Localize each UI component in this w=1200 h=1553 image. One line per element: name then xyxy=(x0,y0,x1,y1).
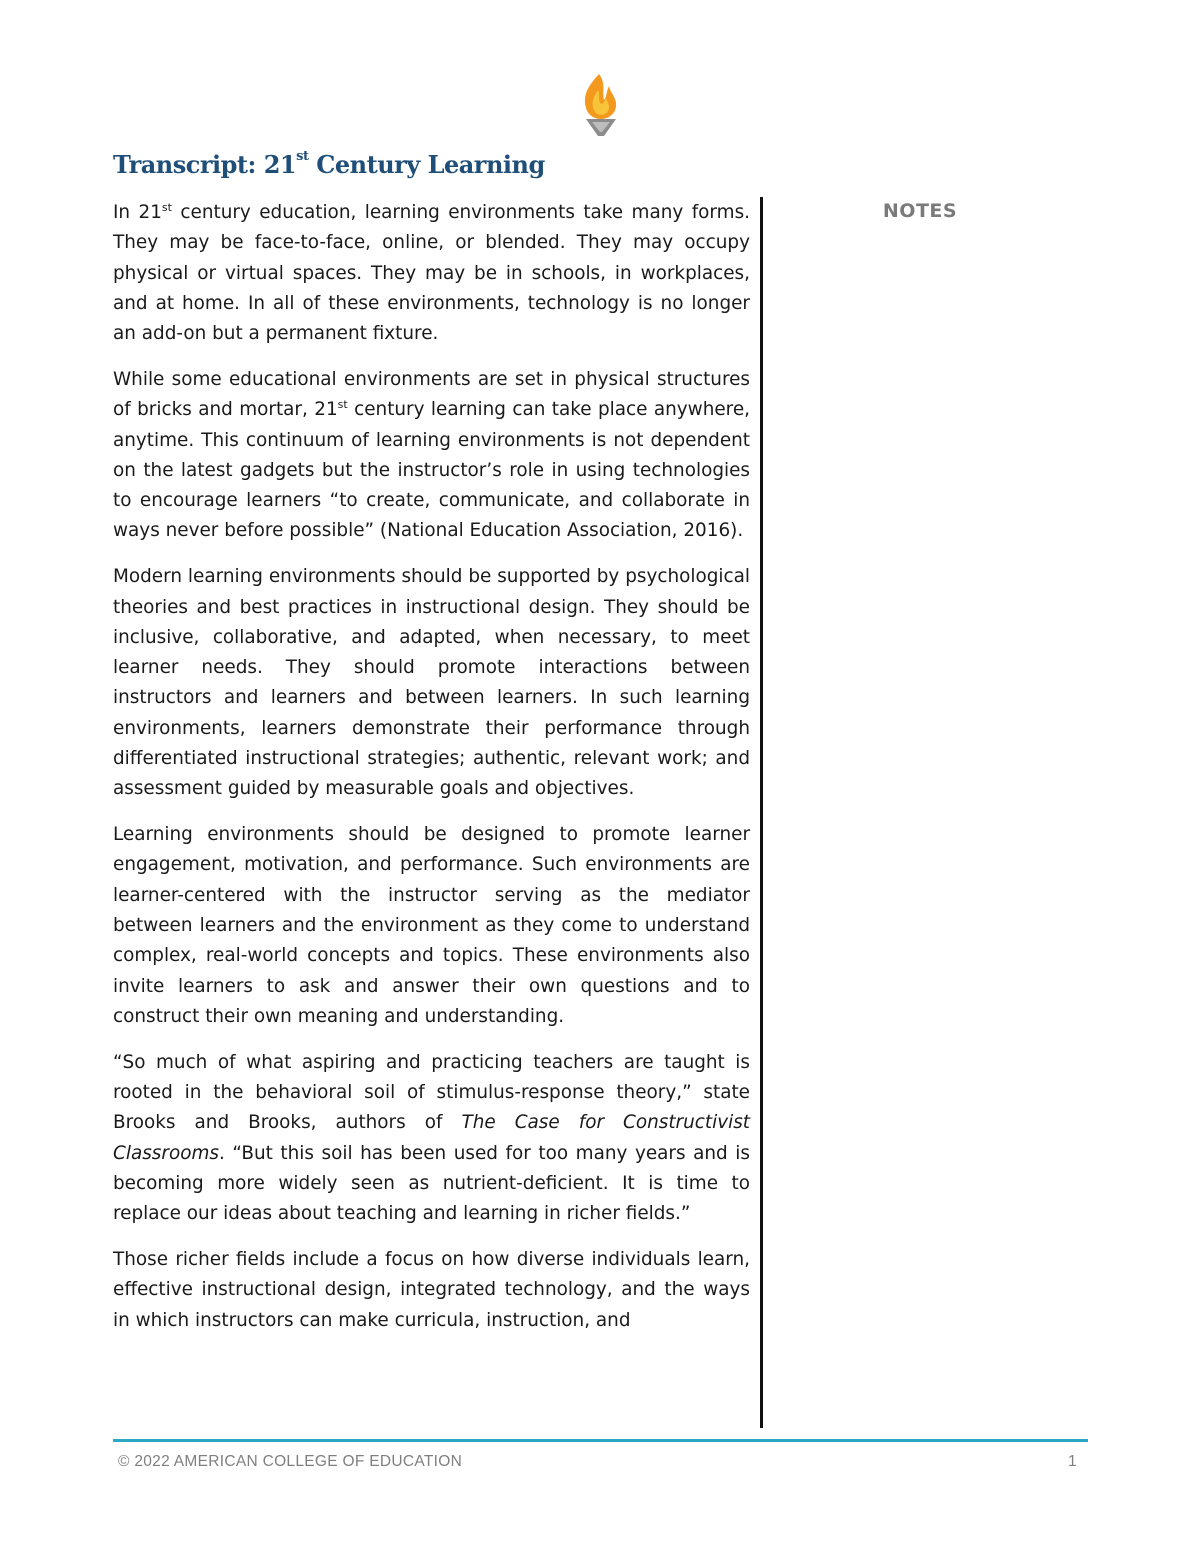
title-prefix: Transcript: 21 xyxy=(113,150,297,179)
paragraph-2-text-a: While some educational environments are set in physical structures of bricks and mortar, 21 xyxy=(113,368,750,421)
paragraph-2-superscript: st xyxy=(337,398,348,412)
paragraph-6: Those richer fields include a focus on how diverse individuals learn, effective instructional design, integrated technology, and the ways in which instructors can make curricula, instruction, and xyxy=(113,1249,750,1331)
paragraph-4: Learning environments should be designed to promote learner engagement, motivation, and performance. Such environments are learner-centered with the instructor serving as the mediator between learners and the environment as they come to understand complex, real-world concepts and topics. These environments also invite learners to ask and answer their own questions and to construct their own meaning and understanding. xyxy=(113,824,750,1027)
paragraph-1 xyxy=(113,198,750,349)
footer-copyright: © 2022 AMERICAN COLLEGE OF EDUCATION xyxy=(118,1453,463,1470)
paragraph-2 xyxy=(113,365,750,547)
title-superscript: st xyxy=(296,149,309,164)
paragraph-1-text-b: century education, learning environments take many forms. They may be face-to-face, online, or blended. They may occupy physical or virtual spaces. They may be in schools, in workplaces, and at home. In all of these environments, technology is no longer an add-on but a permanent fixture. xyxy=(113,202,751,345)
paragraph-5-text-a: “So much of what aspiring and practicing teachers are taught is rooted in the behavioral soil of stimulus-response theory,” state Brooks and Brooks, authors of xyxy=(113,1051,750,1134)
notes-column-divider xyxy=(760,197,763,1428)
book-title: The Case for Constructivist Classrooms xyxy=(113,1112,750,1164)
paragraph-1-superscript: st xyxy=(161,201,172,214)
footer-rule xyxy=(113,1439,1088,1442)
notes-heading: NOTES xyxy=(882,200,958,222)
paragraph-2-text-b: century learning can take place anywhere, anytime. This continuum of learning environments is not dependent on the latest gadgets but the instructor’s role in using technologies to encourage learners “to create, communicate, and collaborate in ways never before possible” (National Education Association, 2016). xyxy=(113,399,750,542)
page-number: 1 xyxy=(1068,1453,1077,1470)
paragraph-5 xyxy=(113,1048,750,1230)
title-suffix: Century Learning xyxy=(308,150,545,179)
paragraph-3: Modern learning environments should be supported by psychological theories and best practices in instructional design. They should be inclusive, collaborative, and adapted, when necessary, to meet learner needs. They should promote interactions between instructors and learners and between learners. In such learning environments, learners demonstrate their performance through differentiated instructional strategies; authentic, relevant work; and assessment guided by measurable goals and objectives. xyxy=(113,566,750,800)
document-title xyxy=(113,150,545,179)
paragraph-1-text-a: In 21 xyxy=(113,202,162,223)
flame-torch-icon xyxy=(580,72,622,138)
transcript-body xyxy=(113,198,750,1351)
paragraph-5-text-b: . “But this soil has been used for too many years and is becoming more widely seen as nutrient-deficient. It is time to replace our ideas about teaching and learning in richer fields.” xyxy=(113,1142,750,1225)
